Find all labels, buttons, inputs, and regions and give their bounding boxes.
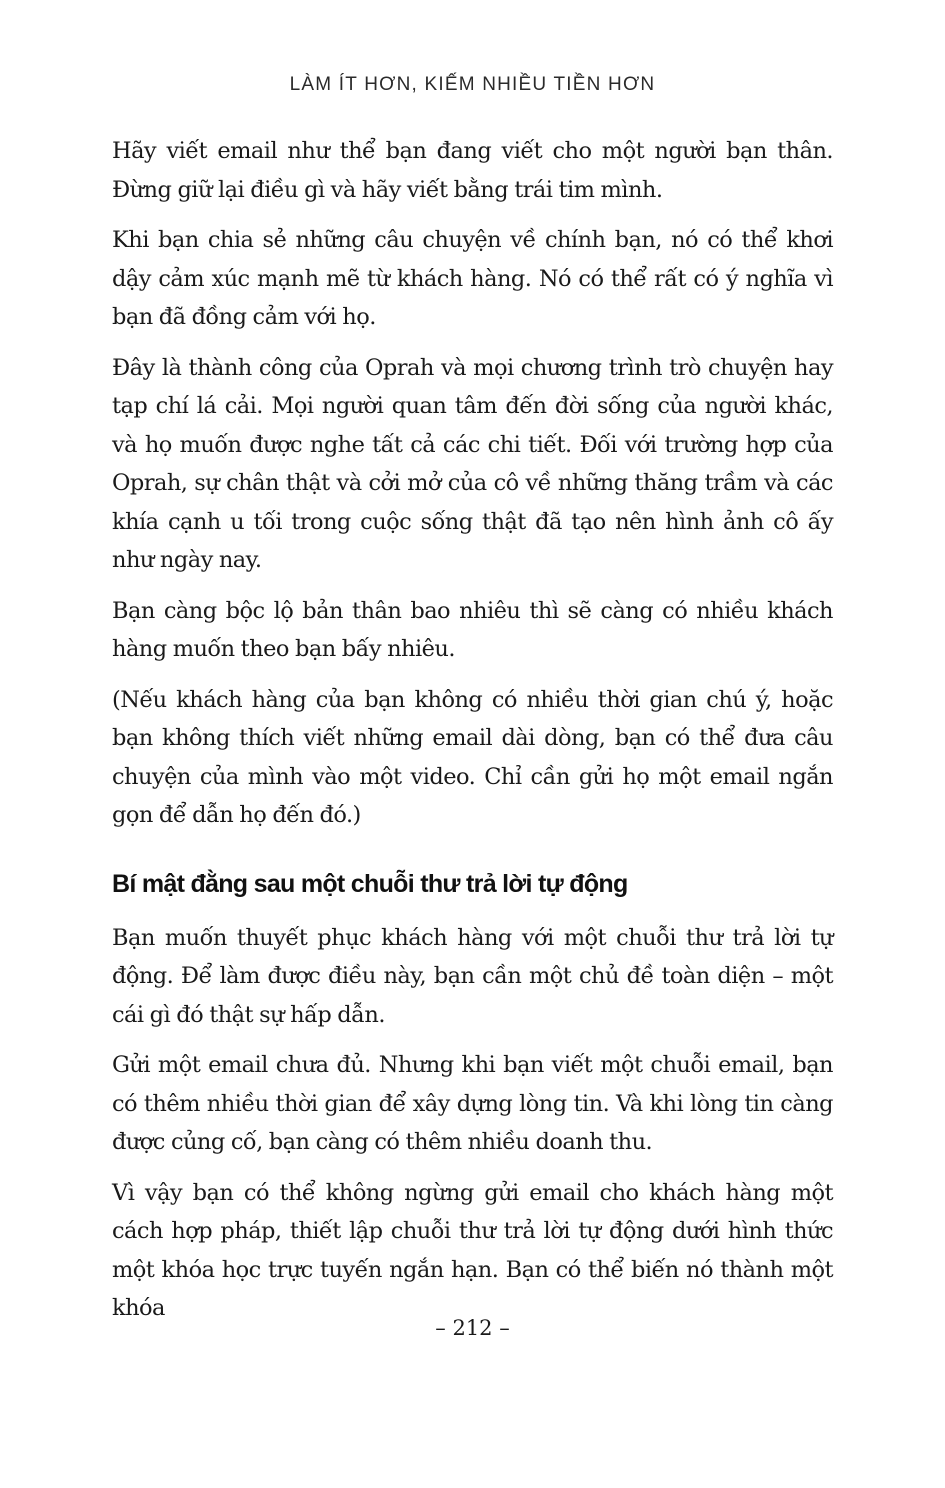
running-head: LÀM ÍT HƠN, KIẾM NHIỀU TIỀN HƠN bbox=[289, 74, 656, 95]
body-paragraph: Bạn càng bộc lộ bản thân bao nhiêu thì sẽ càng có nhiều khách hàng muốn theo bạn bấy nhiêu. bbox=[112, 597, 833, 662]
body-paragraph: Khi bạn chia sẻ những câu chuyện về chính bạn, nó có thể khơi dậy cảm xúc mạnh mẽ từ khách hàng. Nó có thể rất có ý nghĩa vì bạn đã đồng cảm với họ. bbox=[112, 227, 833, 330]
body-paragraph: Gửi một email chưa đủ. Nhưng khi bạn viết một chuỗi email, bạn có thêm nhiều thời gian để xây dựng lòng tin. Và khi lòng tin càng được củng cố, bạn càng có thêm nhiều doanh thu. bbox=[112, 1052, 833, 1155]
body-paragraph: (Nếu khách hàng của bạn không có nhiều thời gian chú ý, hoặc bạn không thích viết những email dài dòng, bạn có thể đưa câu chuyện của mình vào một video. Chỉ cần gửi họ một email ngắn gọn để dẫn họ đến đó.) bbox=[112, 686, 833, 828]
body-paragraph: Vì vậy bạn có thể không ngừng gửi email cho khách hàng một cách hợp pháp, thiết lập chuỗi thư trả lời tự động dưới hình thức một khóa học trực tuyến ngắn hạn. Bạn có thể biến nó thành một khóa bbox=[112, 1179, 833, 1321]
section-heading: Bí mật đằng sau một chuỗi thư trả lời tự động bbox=[112, 869, 628, 898]
body-paragraph: Đây là thành công của Oprah và mọi chương trình trò chuyện hay tạp chí lá cải. Mọi người quan tâm đến đời sống của người khác, và họ muốn được nghe tất cả các chi tiết. Đối với trường hợp của Oprah, sự chân thật và cởi mở của cô về những thăng trầm và các khía cạnh u tối trong cuộc sống thật đã tạo nên hình ảnh cô ấy như ngày nay. bbox=[112, 354, 833, 573]
page-number: – 212 – bbox=[435, 1316, 510, 1340]
body-paragraph: Hãy viết email như thể bạn đang viết cho một người bạn thân. Đừng giữ lại điều gì và hãy viết bằng trái tim mình. bbox=[112, 138, 833, 203]
body-paragraph: Bạn muốn thuyết phục khách hàng với một chuỗi thư trả lời tự động. Để làm được điều này, bạn cần một chủ đề toàn diện – một cái gì đó thật sự hấp dẫn. bbox=[112, 924, 833, 1028]
page-body bbox=[112, 132, 833, 1340]
